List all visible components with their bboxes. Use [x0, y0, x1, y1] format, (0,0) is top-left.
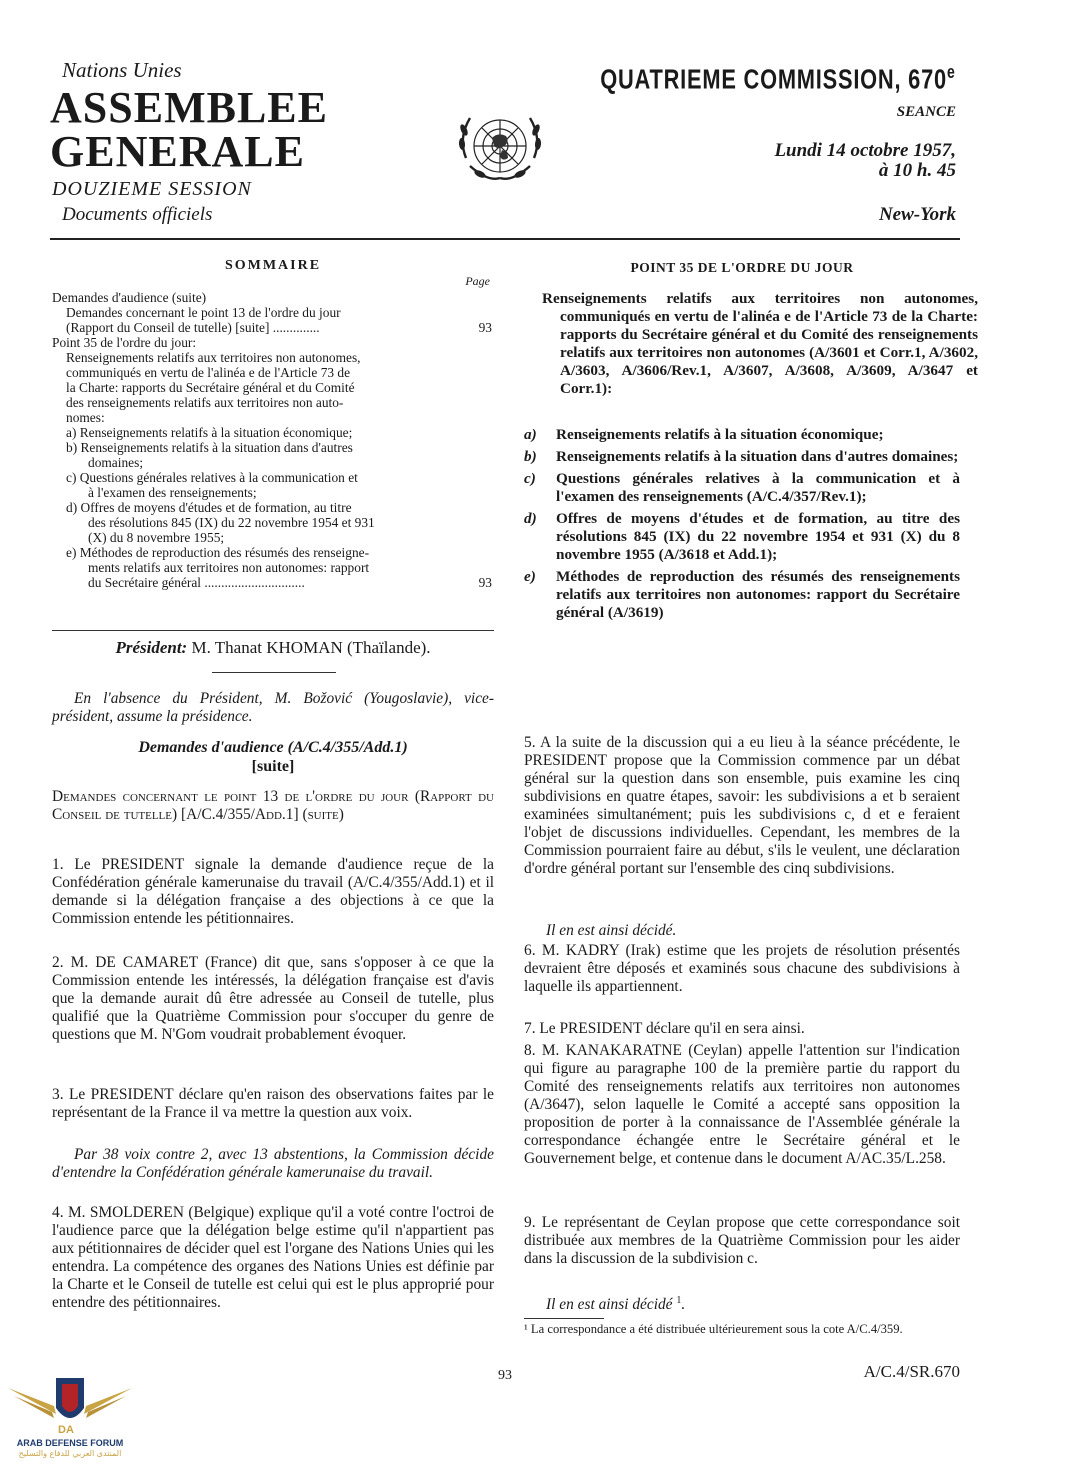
- sommaire-entry: [52, 410, 492, 425]
- sommaire-entry-text: e) Méthodes de reproduction des résumés des renseigne-: [66, 545, 370, 560]
- meeting-place: New-York: [878, 204, 956, 225]
- sommaire-entry-text: la Charte: rapports du Secrétaire général et du Comité: [66, 380, 355, 395]
- agenda-subitem-letter: e): [524, 568, 536, 585]
- assembly-title-line1: ASSEMBLEE: [50, 83, 328, 132]
- sommaire-entry: [52, 320, 492, 335]
- president-divider: [212, 672, 336, 673]
- sommaire-entry: [52, 305, 492, 320]
- footnote: ¹ La correspondance a été distribuée ultérieurement sous la cote A/C.4/359.: [524, 1322, 903, 1336]
- document-symbol: A/C.4/SR.670: [863, 1362, 960, 1381]
- sommaire-entry-text: Renseignements relatifs aux territoires non autonomes,: [66, 350, 361, 365]
- sommaire-entry-page: [486, 455, 492, 470]
- agenda-subitem-text: Questions générales relatives à la communication et à l'examen des renseignements (A/C.4/357/Rev.1);: [556, 470, 960, 505]
- sommaire-entry: [52, 500, 492, 515]
- sommaire-entry-text: des renseignements relatifs aux territoires non auto-: [66, 395, 344, 410]
- sommaire-entry-page: [486, 545, 492, 560]
- sommaire-entry-page: [486, 470, 492, 485]
- sommaire-entry-text: Point 35 de l'ordre du jour:: [52, 335, 197, 350]
- sommaire-entry: [52, 425, 492, 440]
- agenda-item-intro: Renseignements relatifs aux territoires non autonomes, communiqués en vertu de l'alinéa e de l'Article 73 de la Charte: rapports du Secrétaire général et du Comité des renseignements relatifs aux territoires non autonomes (A/3601 et Corr.1, A/3602, A/3603, A/3606/Rev.1, A/3607, A/3608, A/3609, A/3647 et Corr.1):: [542, 290, 978, 397]
- sommaire-entry-page: [486, 290, 492, 305]
- meeting-time: à 10 h. 45: [878, 160, 956, 181]
- agenda-subitem: [524, 568, 960, 622]
- sommaire-entry: [52, 485, 492, 500]
- agenda-subitem-text: Méthodes de reproduction des résumés des renseignements relatifs aux territoires non autonomes: rapport du Secrétaire général (A/3619): [556, 568, 960, 621]
- sommaire-entry-text: communiqués en vertu de l'alinéa e de l'Article 73 de: [66, 365, 351, 380]
- sommaire-entry-text: nomes:: [66, 410, 105, 425]
- agenda-subitem-text: Renseignements relatifs à la situation économique;: [556, 426, 884, 443]
- sommaire-entry-text: Demandes d'audience (suite): [52, 290, 207, 305]
- session-label: DOUZIEME SESSION: [52, 178, 252, 200]
- sommaire-entry-page: [486, 380, 492, 395]
- sommaire-entry-page: [486, 560, 492, 575]
- section-heading: [52, 738, 494, 776]
- sommaire-entry-text: Demandes concernant le point 13 de l'ordre du jour: [66, 305, 341, 320]
- sommaire-entry-page: [486, 530, 492, 545]
- section-heading-line2: [suite]: [251, 758, 295, 775]
- committee-title: QUATRIEME COMMISSION, 670e: [600, 62, 956, 95]
- agenda-subitem-letter: c): [524, 470, 536, 487]
- sommaire-entry: [52, 395, 492, 410]
- agenda-subitem-text: Renseignements relatifs à la situation dans d'autres domaines;: [556, 448, 959, 465]
- paragraph-2: 2. M. DE CAMARET (France) dit que, sans s'opposer à ce que la Commission entende les intéressés, la délégation française est d'avis que la demande aurait dû être adressée au Conseil de tutelle, plus qualifié que la Quatrième Commission pour s'occuper du genre de questions que M. N'Gom voudrait probablement évoquer.: [52, 954, 494, 1043]
- organization-name: Nations Unies: [62, 58, 182, 82]
- absence-note: En l'absence du Président, M. Božović (Yougoslavie), vice-président, assume la présidence.: [52, 690, 494, 725]
- sommaire-entry: [52, 335, 492, 350]
- sommaire-entry-text: des résolutions 845 (IX) du 22 novembre 1954 et 931: [88, 515, 375, 530]
- decision-1: Il en est ainsi décidé.: [546, 922, 677, 939]
- paragraph-7: 7. Le PRESIDENT déclare qu'il en sera ainsi.: [524, 1020, 805, 1037]
- sommaire-entry: [52, 350, 492, 365]
- president-name: M. Thanat KHOMAN (Thaïlande).: [191, 638, 431, 657]
- sommaire-entry-text: ments relatifs aux territoires non autonomes: rapport: [88, 560, 370, 575]
- paragraph-6: 6. M. KADRY (Irak) estime que les projets de résolution présentés devraient être déposés et examinés sous chacune des subdivisions à laquelle ils appartiennent.: [524, 942, 960, 995]
- un-emblem-icon: [452, 108, 548, 190]
- sommaire-entry-text: d) Offres de moyens d'études et de formation, au titre: [66, 500, 352, 515]
- sommaire-entry-page: [486, 305, 492, 320]
- sommaire-entry: [52, 530, 492, 545]
- sommaire-entry: [52, 380, 492, 395]
- sommaire-divider: [52, 630, 494, 631]
- decision-2: Il en est ainsi décidé $^1$.: [546, 1295, 686, 1314]
- sommaire-entry-page: [486, 515, 492, 530]
- sommaire-entry-page: [486, 365, 492, 380]
- sommaire-entry-page: [486, 485, 492, 500]
- sommaire-entry-text: domaines;: [88, 455, 144, 470]
- sommaire-entry-page: 93: [478, 575, 492, 590]
- sommaire-entry: [52, 515, 492, 530]
- assembly-title-line2: GENERALE: [50, 127, 305, 176]
- sommaire-entry-page: [486, 500, 492, 515]
- vote-result: Par 38 voix contre 2, avec 13 abstentions, la Commission décide d'entendre la Confédération générale kamerunaise du travail.: [52, 1146, 494, 1181]
- paragraph-4: 4. M. SMOLDEREN (Belgique) explique qu'il a voté contre l'octroi de l'audience parce que la délégation belge estime qu'il n'appartient pas aux pétitionnaires de décider quel est l'organe des Nations Unies qui les entendra. La compétence des organes des Nations Unies est définie par la Charte et le Conseil de tutelle est celui qui est le plus approprié pour entendre des pétitionnaires.: [52, 1204, 494, 1311]
- watermark-logo-name: ARAB DEFENSE FORUM: [16, 1438, 124, 1448]
- sommaire-entry: [52, 440, 492, 455]
- paragraph-9: 9. Le représentant de Ceylan propose que cette correspondance soit distribuée aux membres de la Quatrième Commission pour les aider dans la discussion de la subdivision c.: [524, 1214, 960, 1267]
- sommaire-title: SOMMAIRE: [224, 258, 322, 273]
- sommaire-entry-text: du Secrétaire général ..............................: [88, 575, 305, 590]
- sommaire-entry: [52, 470, 492, 485]
- footnote-divider: [524, 1318, 604, 1319]
- page-number: 93: [498, 1368, 512, 1383]
- sommaire-entry: [52, 455, 492, 470]
- sommaire-entry-page: [486, 395, 492, 410]
- sommaire-entry-text: (X) du 8 novembre 1955;: [88, 530, 225, 545]
- agenda-subitem-letter: b): [524, 448, 537, 465]
- watermark-logo-arabic: المنتدى العربي للدفاع والتسليح: [18, 1449, 122, 1458]
- agenda-subitem-text: Offres de moyens d'études et de formation, au titre des résolutions 845 (IX) du 22 novembre 1954 et 931 (X) du 8 novembre 1955 (A/3618 et Add.1);: [556, 510, 960, 563]
- sommaire-entry-text: à l'examen des renseignements;: [88, 485, 257, 500]
- agenda-subitems: [524, 426, 960, 626]
- agenda-subitem-letter: a): [524, 426, 537, 443]
- paragraph-5: 5. A la suite de la discussion qui a eu lieu à la séance précédente, le PRESIDENT propose que la Commission commence par un débat général sur la question dans son ensemble, puis examine les cinq subdivisions en quatre étapes, savoir: les subdivisions a et b seraient examinées simultanément; puis les subdivisions c, d et e feraient l'objet de discussions individuelles. Cependant, les membres de la Commission pourraient faire au début, s'ils le veulent, une déclaration d'ordre général portant sur l'ensemble des cinq subdivisions.: [524, 734, 960, 877]
- president-line: [52, 638, 494, 658]
- section-subheading: Demandes concernant le point 13 de l'ordre du jour (Rapport du Conseil de tutelle) [A/C.4/355/Add.1] (suite): [52, 788, 494, 823]
- sommaire-entry-text: c) Questions générales relatives à la communication et: [66, 470, 358, 485]
- paragraph-3: 3. Le PRESIDENT déclare qu'en raison des observations faites par le représentant de la France il va mettre la question aux voix.: [52, 1086, 494, 1121]
- assembly-title: [50, 83, 328, 176]
- seance-label: SEANCE: [896, 104, 956, 120]
- agenda-subitem: [524, 426, 960, 444]
- agenda-subitem: [524, 470, 960, 506]
- sommaire-entry-text: b) Renseignements relatifs à la situation dans d'autres: [66, 440, 353, 455]
- president-label: Président:: [115, 638, 188, 657]
- section-heading-line1: Demandes d'audience (A/C.4/355/Add.1): [138, 739, 408, 756]
- paragraph-8: 8. M. KANAKARATNE (Ceylan) appelle l'attention sur l'indication qui figure au paragraphe 100 de la première partie du rapport du Comité des renseignements relatifs aux territoires non autonomes (A/3647), selon laquelle le Comité a accepté sans opposition la proposition de porter à la connaissance de l'Assemblée générale la correspondance échangée entre le Secrétaire général et le Gouvernement belge, et contenue dans le document A/AC.35/L.258.: [524, 1042, 960, 1167]
- sommaire-entry-page: [486, 425, 492, 440]
- header-divider: [50, 238, 960, 240]
- sommaire-entry-page: [486, 410, 492, 425]
- documents-label: Documents officiels: [62, 204, 213, 225]
- agenda-subitem: [524, 448, 960, 466]
- sommaire-entry: [52, 545, 492, 560]
- meeting-date: Lundi 14 octobre 1957,: [774, 140, 956, 161]
- sommaire-entry-page: [486, 350, 492, 365]
- paragraph-1: 1. Le PRESIDENT signale la demande d'audience reçue de la Confédération générale kamerunaise du travail (A/C.4/355/Add.1) et il demande si la délégation française a des objections à ce que la Commission entende les pétitionnaires.: [52, 856, 494, 927]
- sommaire-list: [52, 290, 492, 590]
- sommaire-entry-text: (Rapport du Conseil de tutelle) [suite] ..............: [66, 320, 320, 335]
- agenda-subitem: [524, 510, 960, 564]
- sommaire-entry: [52, 365, 492, 380]
- sommaire-entry-text: a) Renseignements relatifs à la situation économique;: [66, 425, 353, 440]
- sommaire-entry: [52, 560, 492, 575]
- watermark-logo: [8, 1366, 132, 1460]
- agenda-point-title: POINT 35 DE L'ORDRE DU JOUR: [630, 260, 854, 275]
- sommaire-entry-page: [486, 335, 492, 350]
- watermark-logo-mark: DA: [58, 1424, 74, 1436]
- sommaire-entry-page: 93: [478, 320, 492, 335]
- sommaire-entry: [52, 575, 492, 590]
- sommaire-entry-page: [486, 440, 492, 455]
- agenda-subitem-letter: d): [524, 510, 537, 527]
- sommaire-page-header: Page: [465, 274, 490, 288]
- sommaire-entry: [52, 290, 492, 305]
